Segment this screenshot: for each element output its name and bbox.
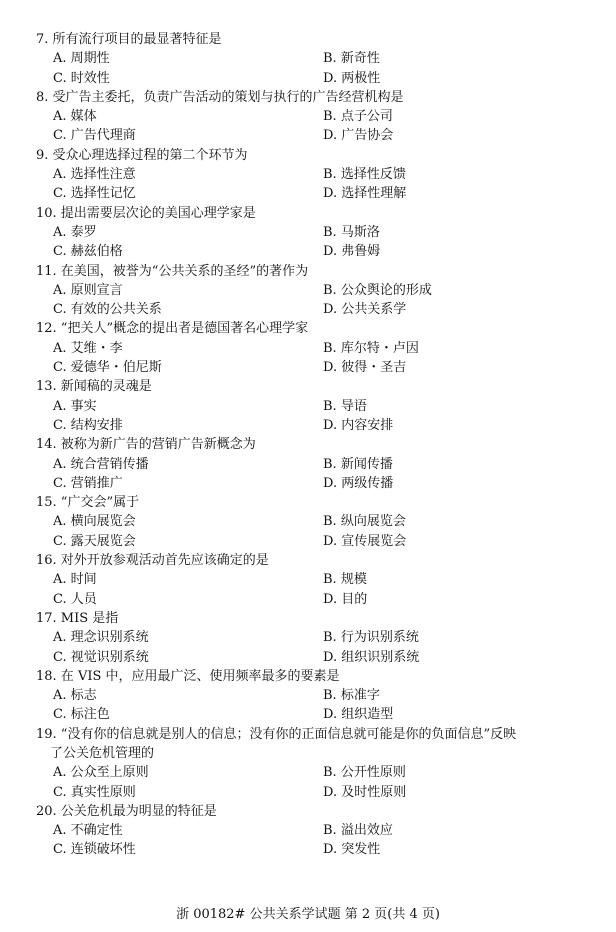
question-stem-text: 16. 对外开放参观活动首先应该确定的是 [36, 553, 269, 569]
option-c: C. 人员 [53, 591, 97, 607]
option-c: C. 真实性原则 [53, 784, 136, 800]
question-stem [36, 146, 596, 165]
question-item [36, 667, 596, 725]
option-a: A. 不确定性 [53, 823, 123, 839]
option-row [36, 126, 596, 145]
question-stem-continuation: 了公关危机管理的 [50, 745, 155, 761]
option-a: A. 周期性 [53, 51, 110, 67]
option-row [36, 686, 596, 705]
option-row [36, 783, 596, 802]
option-c: C. 有效的公共关系 [53, 302, 162, 318]
option-b: B. 溢出效应 [323, 823, 393, 839]
question-stem-text: 14. 被称为新广告的营销广告新概念为 [36, 437, 256, 453]
question-item [36, 146, 596, 204]
question-stem-text: 12. “把关人”概念的提出者是德国著名心理学家 [36, 321, 309, 337]
question-item [36, 435, 596, 493]
question-stem [36, 725, 596, 764]
option-a: A. 原则宣言 [53, 282, 123, 298]
option-b: B. 新闻传播 [323, 456, 393, 472]
option-a: A. 理念识别系统 [53, 630, 149, 646]
question-stem [36, 88, 596, 107]
option-row [36, 281, 596, 300]
option-a: A. 标志 [53, 688, 97, 704]
option-c: C. 营销推广 [53, 475, 123, 491]
question-item [36, 88, 596, 146]
option-b: B. 公众舆论的形成 [323, 282, 432, 298]
question-item [36, 609, 596, 667]
option-b: B. 库尔特・卢因 [323, 340, 419, 356]
option-row [36, 840, 596, 859]
option-c: C. 爱德华・伯尼斯 [53, 360, 162, 376]
question-item [36, 319, 596, 377]
option-a: A. 公众至上原则 [53, 765, 149, 781]
question-stem [36, 609, 596, 628]
option-a: A. 媒体 [53, 109, 97, 125]
option-b: B. 点子公司 [323, 109, 393, 125]
option-d: D. 两级传播 [323, 475, 394, 491]
option-b: B. 新奇性 [323, 51, 380, 67]
option-row [36, 590, 596, 609]
option-row [36, 300, 596, 319]
option-row [36, 570, 596, 589]
question-stem [36, 319, 596, 338]
option-d: D. 内容安排 [323, 417, 394, 433]
question-item [36, 802, 596, 860]
option-b: B. 行为识别系统 [323, 630, 419, 646]
option-row [36, 397, 596, 416]
option-row [36, 455, 596, 474]
question-stem-text: 9. 受众心理选择过程的第二个环节为 [36, 147, 248, 163]
page-footer: 浙 00182# 公共关系学试题 第 2 页(共 4 页) [176, 907, 440, 922]
option-b: B. 马斯洛 [323, 224, 380, 240]
option-d: D. 两极性 [323, 70, 381, 86]
option-b: B. 公开性原则 [323, 765, 406, 781]
option-a: A. 泰罗 [53, 224, 97, 240]
question-stem-text: 18. 在 VIS 中，应用最广泛、使用频率最多的要素是 [36, 668, 340, 684]
option-row [36, 107, 596, 126]
question-stem [36, 204, 596, 223]
option-c: C. 视觉识别系统 [53, 649, 149, 665]
option-b: B. 规模 [323, 572, 367, 588]
option-row [36, 69, 596, 88]
question-stem-text: 11. 在美国，被誉为“公共关系的圣经”的著作为 [36, 263, 309, 279]
option-row [36, 165, 596, 184]
option-d: D. 宣传展览会 [323, 533, 407, 549]
option-row [36, 49, 596, 68]
question-item [36, 551, 596, 609]
question-stem [36, 262, 596, 281]
option-row [36, 821, 596, 840]
option-d: D. 弗鲁姆 [323, 244, 381, 260]
option-d: D. 组织识别系统 [323, 649, 420, 665]
question-stem [36, 435, 596, 454]
question-stem-text: 13. 新闻稿的灵魂是 [36, 379, 152, 395]
option-b: B. 导语 [323, 398, 367, 414]
option-c: C. 标注色 [53, 707, 110, 723]
option-c: C. 时效性 [53, 70, 110, 86]
option-row [36, 339, 596, 358]
option-row [36, 184, 596, 203]
question-stem-text: 20. 公关危机最为明显的特征是 [36, 803, 217, 819]
question-stem [36, 551, 596, 570]
option-row [36, 628, 596, 647]
option-c: C. 赫兹伯格 [53, 244, 123, 260]
option-row [36, 474, 596, 493]
question-item [36, 493, 596, 551]
question-stem [36, 667, 596, 686]
question-stem [36, 377, 596, 396]
question-item [36, 262, 596, 320]
question-list [36, 30, 596, 860]
question-stem-text: 8. 受广告主委托，负责广告活动的策划与执行的广告经营机构是 [36, 89, 404, 105]
option-d: D. 及时性原则 [323, 784, 407, 800]
question-item [36, 30, 596, 88]
option-row [36, 416, 596, 435]
question-stem-text: 19. “没有你的信息就是别人的信息；没有你的正面信息就可能是你的负面信息”反映 [36, 726, 517, 742]
question-stem-text: 7. 所有流行项目的最显著特征是 [36, 32, 222, 47]
question-stem-text: 10. 提出需要层次论的美国心理学家是 [36, 205, 256, 221]
option-d: D. 目的 [323, 591, 368, 607]
question-stem [36, 30, 596, 49]
option-row [36, 648, 596, 667]
option-d: D. 彼得・圣吉 [323, 360, 407, 376]
option-a: A. 时间 [53, 572, 97, 588]
option-a: A. 选择性注意 [53, 167, 136, 183]
option-row [36, 358, 596, 377]
option-a: A. 横向展览会 [53, 514, 136, 530]
option-c: C. 广告代理商 [53, 128, 136, 144]
option-d: D. 突发性 [323, 842, 381, 858]
option-d: D. 公共关系学 [323, 302, 407, 318]
option-c: C. 露天展览会 [53, 533, 136, 549]
option-c: C. 结构安排 [53, 417, 123, 433]
question-item [36, 725, 596, 802]
option-row [36, 705, 596, 724]
question-stem-text: 15. “广交会”属于 [36, 495, 140, 511]
question-stem [36, 802, 596, 821]
option-b: B. 选择性反馈 [323, 167, 406, 183]
option-row [36, 532, 596, 551]
option-d: D. 组织造型 [323, 707, 394, 723]
question-stem [36, 493, 596, 512]
option-row [36, 512, 596, 531]
option-b: B. 标准字 [323, 688, 380, 704]
question-stem-text: 17. MIS 是指 [36, 610, 119, 626]
option-d: D. 广告协会 [323, 128, 394, 144]
option-c: C. 选择性记忆 [53, 186, 136, 202]
option-d: D. 选择性理解 [323, 186, 407, 202]
option-b: B. 纵向展览会 [323, 514, 406, 530]
option-a: A. 统合营销传播 [53, 456, 149, 472]
option-row [36, 223, 596, 242]
option-a: A. 艾维・李 [53, 340, 123, 356]
question-item [36, 204, 596, 262]
option-c: C. 连锁破坏性 [53, 842, 136, 858]
question-item [36, 377, 596, 435]
option-a: A. 事实 [53, 398, 97, 414]
option-row [36, 242, 596, 261]
option-row [36, 763, 596, 782]
